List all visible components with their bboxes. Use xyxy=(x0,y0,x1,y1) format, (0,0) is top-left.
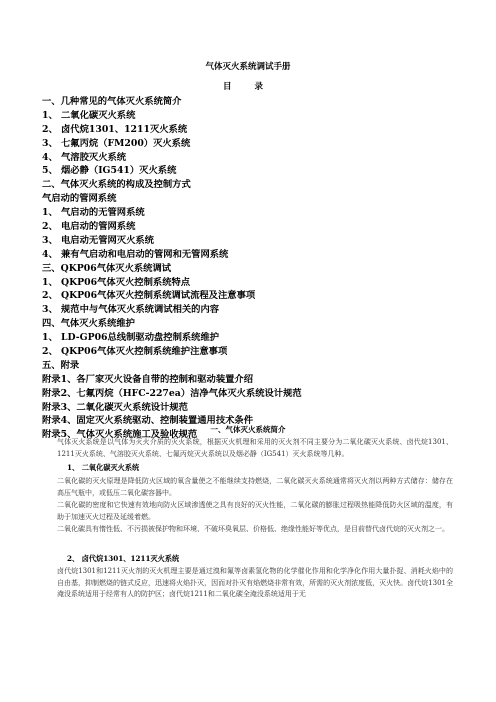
toc-item: 2、 卤代烷1301、1211灭火系统 xyxy=(42,123,188,135)
table-of-contents xyxy=(42,95,462,442)
toc-item: 2、 电启动的管网系统 xyxy=(42,221,136,233)
toc-item: 2、 QKP06气体灭火控制系统调试流程及注意事项 xyxy=(42,290,256,302)
document-title: 气体灭火系统调试手册 xyxy=(205,62,291,72)
co2-subheading: 1、 二氧化碳灭火系统 xyxy=(67,463,140,472)
toc-item: 二、气体灭火系统的构成及控制方式 xyxy=(42,179,191,191)
toc-item: 1、 二氧化碳灭火系统 xyxy=(42,109,136,121)
toc-item: 四、气体灭火系统维护 xyxy=(42,318,135,330)
toc-item: 三、QKP06气体灭火系统调试 xyxy=(42,262,172,274)
toc-item: 2、 QKP06气体灭火控制系统维护注意事项 xyxy=(42,346,228,358)
intro-paragraph: 气体灭火系统是以气体为灭火介质的灭火系统，根据灭火机理和采用的灭火剂不同主要分为二氧化碳灭火系统、卤代烷1301、1211灭火系统、气溶胶灭火系统、七氟丙烷灭火系统以及烟必静（IG541）灭火系统等几种。 xyxy=(57,438,453,458)
section-heading: 一、气体灭火系统简介 xyxy=(210,425,286,434)
watermark-mark xyxy=(250,12,280,18)
toc-item: 附录1、各厂家灭火设备自带的控制和驱动装置介绍 xyxy=(42,373,254,385)
toc-item: 5、 烟必静（IG541）灭火系统 xyxy=(42,165,177,177)
toc-item: 4、 气溶胶灭火系统 xyxy=(42,151,127,163)
watermark-mark xyxy=(260,690,290,696)
toc-item: 五、附录 xyxy=(42,359,80,371)
co2-paragraph-1: 二氧化碳的灭火原理是降低防火区域的氧含量使之不能继续支持燃烧，二氧化碳灭火系统通常将灭火剂以两种方式储存：储存在高压气瓶中，或低压二氧化碳容器中。 xyxy=(57,477,453,497)
toc-item: 3、 电启动无管网灭火系统 xyxy=(42,234,154,246)
toc-item: 附录3、二氧化碳灭火系统设计规范 xyxy=(42,401,188,413)
co2-paragraph-2: 二氧化碳的密度和它快速有效地向防火区域渗透使之具有良好的灭火性能，二氧化碳的膨胀过程吸热能降低防火区域的温度，有助于加速灭火过程及延缓着燃。 xyxy=(57,501,453,521)
toc-item: 一、几种常见的气体灭火系统简介 xyxy=(42,96,182,107)
toc-item: 1、 气启动的无管网系统 xyxy=(42,207,145,219)
halon-subheading: 2、 卤代烷1301、1211灭火系统 xyxy=(67,554,180,563)
toc-item: 附录5、气体灭火系统施工及验收规范 xyxy=(42,429,198,441)
toc-item: 气启动的管网系统 xyxy=(42,193,117,205)
toc-item: 4、 兼有气启动和电启动的管网和无管网系统 xyxy=(42,248,229,260)
toc-item: 3、 规范中与气体灭火系统调试相关的内容 xyxy=(42,304,220,316)
toc-item: 1、 LD-GP06总线制驱动盘控制系统维护 xyxy=(42,332,220,344)
toc-item: 3、 七氟丙烷（FM200）灭火系统 xyxy=(42,137,191,149)
toc-heading: 目 录 xyxy=(223,82,273,92)
toc-item: 1、 QKP06气体灭火控制系统特点 xyxy=(42,276,191,288)
co2-paragraph-3: 二氧化碳具有惰性低、不污损被保护物和环境、不破坏臭氧层、价格低、绝缘性能好等优点，是目前替代卤代烷的灭火剂之一。 xyxy=(57,525,449,533)
toc-item: 附录2、七氟丙烷（HFC-227ea）洁净气体灭火系统设计规范 xyxy=(42,387,302,399)
halon-paragraph: 卤代烷1301和1211灭火剂的灭火机理主要是通过溴和氟等卤素氢化物的化学催化作用和化学净化作用大量扑捉、消耗火焰中的自由基，抑制燃烧的链式反应，迅速将火焰扑灭，因而对扑灭有焰燃烧非常有效，所需的灭火剂浓度低，灭火快。卤代烷1301全淹没系统适用于经常有人的防护区；卤代烷1211和二氧化碳全淹没系统适用于无 xyxy=(57,567,453,599)
toc-item: 附录4、固定灭火系统驱动、控制装置通用技术条件 xyxy=(42,415,254,427)
